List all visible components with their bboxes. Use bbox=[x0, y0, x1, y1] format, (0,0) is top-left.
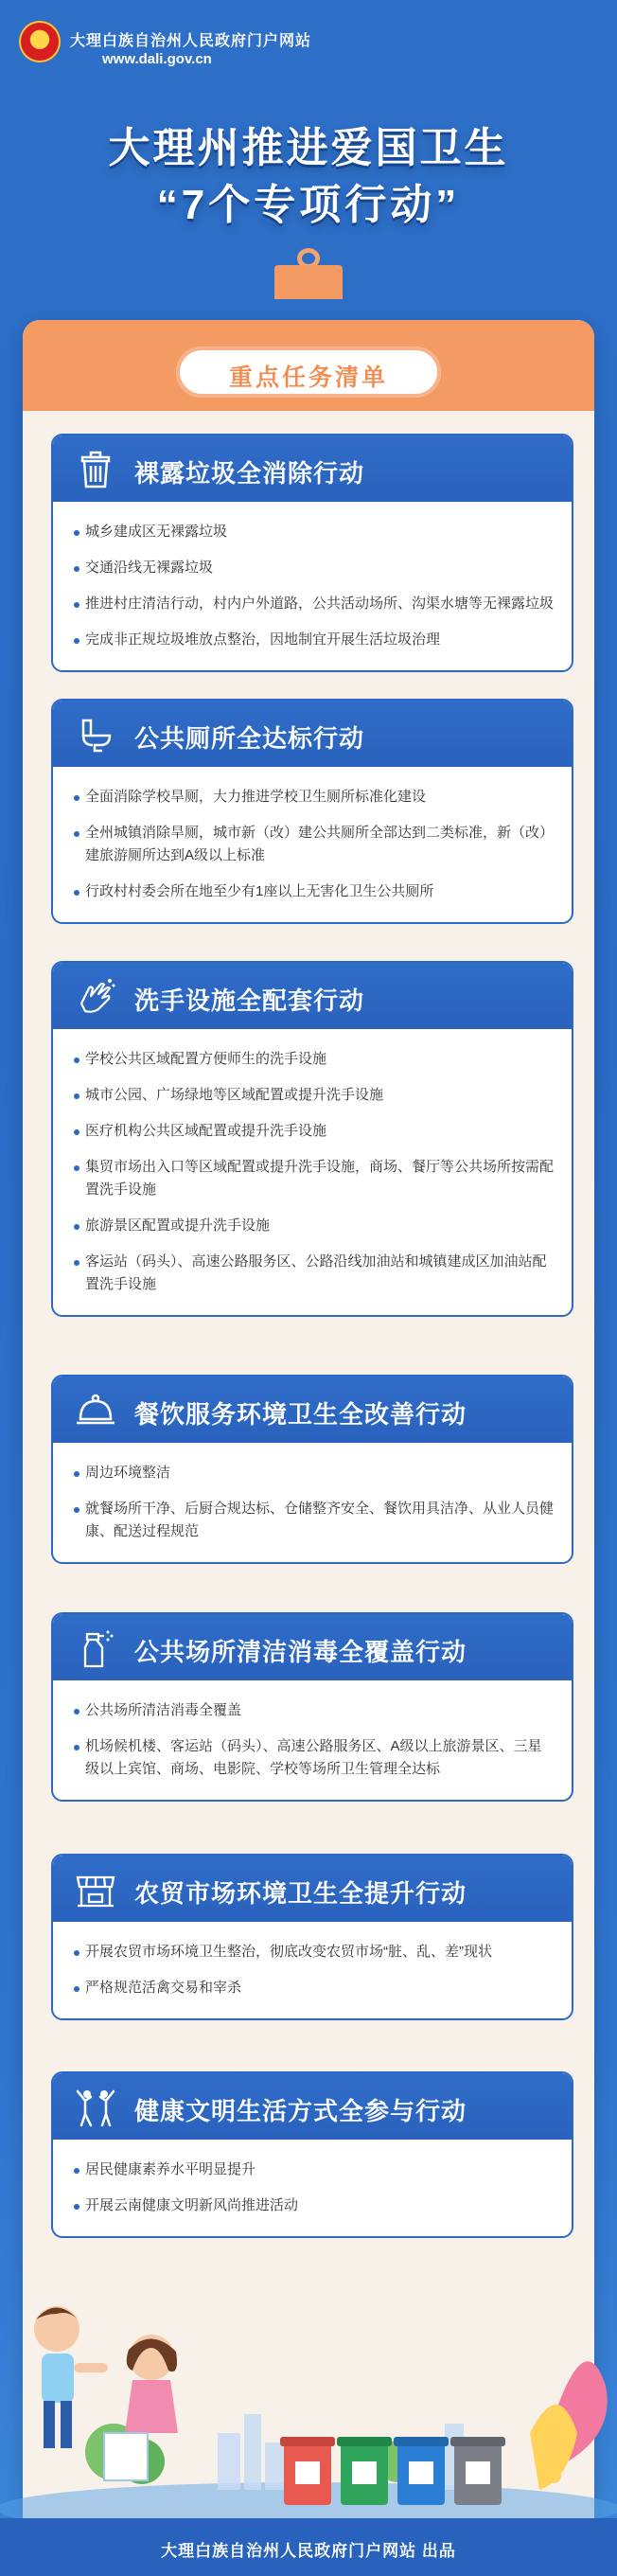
task-list-title-badge bbox=[176, 346, 441, 398]
hand-wash-icon bbox=[74, 975, 117, 1019]
list-item: 客运站（码头）、高速公路服务区、公路沿线加油站和城镇建成区加油站配置洗手设施 bbox=[74, 1251, 555, 1296]
action-title: 洗手设施全配套行动 bbox=[134, 986, 365, 1015]
market-stall-icon bbox=[74, 1868, 117, 1911]
header bbox=[0, 0, 617, 83]
list-item: 城乡建成区无裸露垃圾 bbox=[74, 521, 555, 543]
site-url[interactable]: www.dali.gov.cn bbox=[102, 51, 212, 67]
action-card-2 bbox=[51, 699, 573, 924]
task-list-title: 重点任务清单 bbox=[228, 364, 388, 391]
action-card-4 bbox=[51, 1375, 573, 1564]
children-recycling-illustration bbox=[0, 2272, 617, 2518]
list-item: 医疗机构公共区域配置或提升洗手设施 bbox=[74, 1120, 555, 1143]
action-title: 公共场所清洁消毒全覆盖行动 bbox=[134, 1638, 467, 1666]
action-title: 餐饮服务环境卫生全改善行动 bbox=[134, 1400, 467, 1429]
list-item: 居民健康素养水平明显提升 bbox=[74, 2159, 555, 2181]
list-item: 学校公共区域配置方便师生的洗手设施 bbox=[74, 1048, 555, 1071]
list-item: 旅游景区配置或提升洗手设施 bbox=[74, 1215, 555, 1237]
action-title: 健康文明生活方式全参与行动 bbox=[134, 2097, 467, 2125]
action-title: 裸露垃圾全消除行动 bbox=[134, 459, 365, 488]
list-item: 严格规范活禽交易和宰杀 bbox=[74, 1977, 555, 1999]
action-card-6 bbox=[51, 1854, 573, 2020]
page-title-line2: “7个专项行动” bbox=[156, 182, 461, 228]
list-item: 城市公园、广场绿地等区域配置或提升洗手设施 bbox=[74, 1084, 555, 1107]
action-card-7 bbox=[51, 2071, 573, 2238]
list-item: 开展农贸市场环境卫生整治，彻底改变农贸市场“脏、乱、差”现状 bbox=[74, 1941, 555, 1963]
list-item: 开展云南健康文明新风尚推进活动 bbox=[74, 2194, 555, 2217]
list-item: 完成非正规垃圾堆放点整治，因地制宜开展生活垃圾治理 bbox=[74, 629, 555, 651]
list-item: 就餐场所干净、后厨合规达标、仓储整齐安全、餐饮用具洁净、从业人员健康、配送过程规范 bbox=[74, 1498, 555, 1543]
toilet-icon bbox=[74, 713, 117, 756]
people-exercise-icon bbox=[74, 2086, 117, 2129]
list-item: 集贸市场出入口等区域配置或提升洗手设施，商场、餐厅等公共场所按需配置洗手设施 bbox=[74, 1156, 555, 1201]
list-item: 周边环境整洁 bbox=[74, 1462, 555, 1484]
list-item: 机场候机楼、客运站（码头）、高速公路服务区、A级以上旅游景区、三星级以上宾馆、商场、电影院、学校等场所卫生管理全达标 bbox=[74, 1735, 555, 1781]
footer-credit: 大理白族自治州人民政府门户网站 出品 bbox=[161, 2542, 456, 2560]
footer bbox=[0, 2518, 617, 2576]
clipboard-clip-icon bbox=[274, 248, 343, 297]
action-title: 农贸市场环境卫生全提升行动 bbox=[134, 1879, 467, 1908]
action-card-5 bbox=[51, 1612, 573, 1802]
site-name: 大理白族自治州人民政府门户网站 bbox=[70, 33, 312, 49]
list-item: 推进村庄清洁行动，村内户外道路，公共活动场所、沟渠水塘等无裸露垃圾 bbox=[74, 593, 555, 615]
spray-bottle-icon bbox=[74, 1626, 117, 1670]
list-item: 行政村村委会所在地至少有1座以上无害化卫生公共厕所 bbox=[74, 880, 555, 903]
list-item: 全州城镇消除旱厕，城市新（改）建公共厕所全部达到二类标准，新（改）建旅游厕所达到A级以上标准 bbox=[74, 822, 555, 867]
list-item: 交通沿线无裸露垃圾 bbox=[74, 557, 555, 579]
action-title: 公共厕所全达标行动 bbox=[134, 724, 365, 753]
food-cloche-icon bbox=[74, 1389, 117, 1432]
action-card-1 bbox=[51, 434, 573, 672]
national-emblem-icon: ★ bbox=[19, 21, 61, 62]
page-title-line1: 大理州推进爱国卫生 bbox=[108, 125, 509, 171]
list-item: 全面消除学校旱厕，大力推进学校卫生厕所标准化建设 bbox=[74, 786, 555, 808]
trash-bin-icon bbox=[74, 448, 117, 491]
action-card-3 bbox=[51, 961, 573, 1317]
list-item: 公共场所清洁消毒全覆盖 bbox=[74, 1699, 555, 1722]
